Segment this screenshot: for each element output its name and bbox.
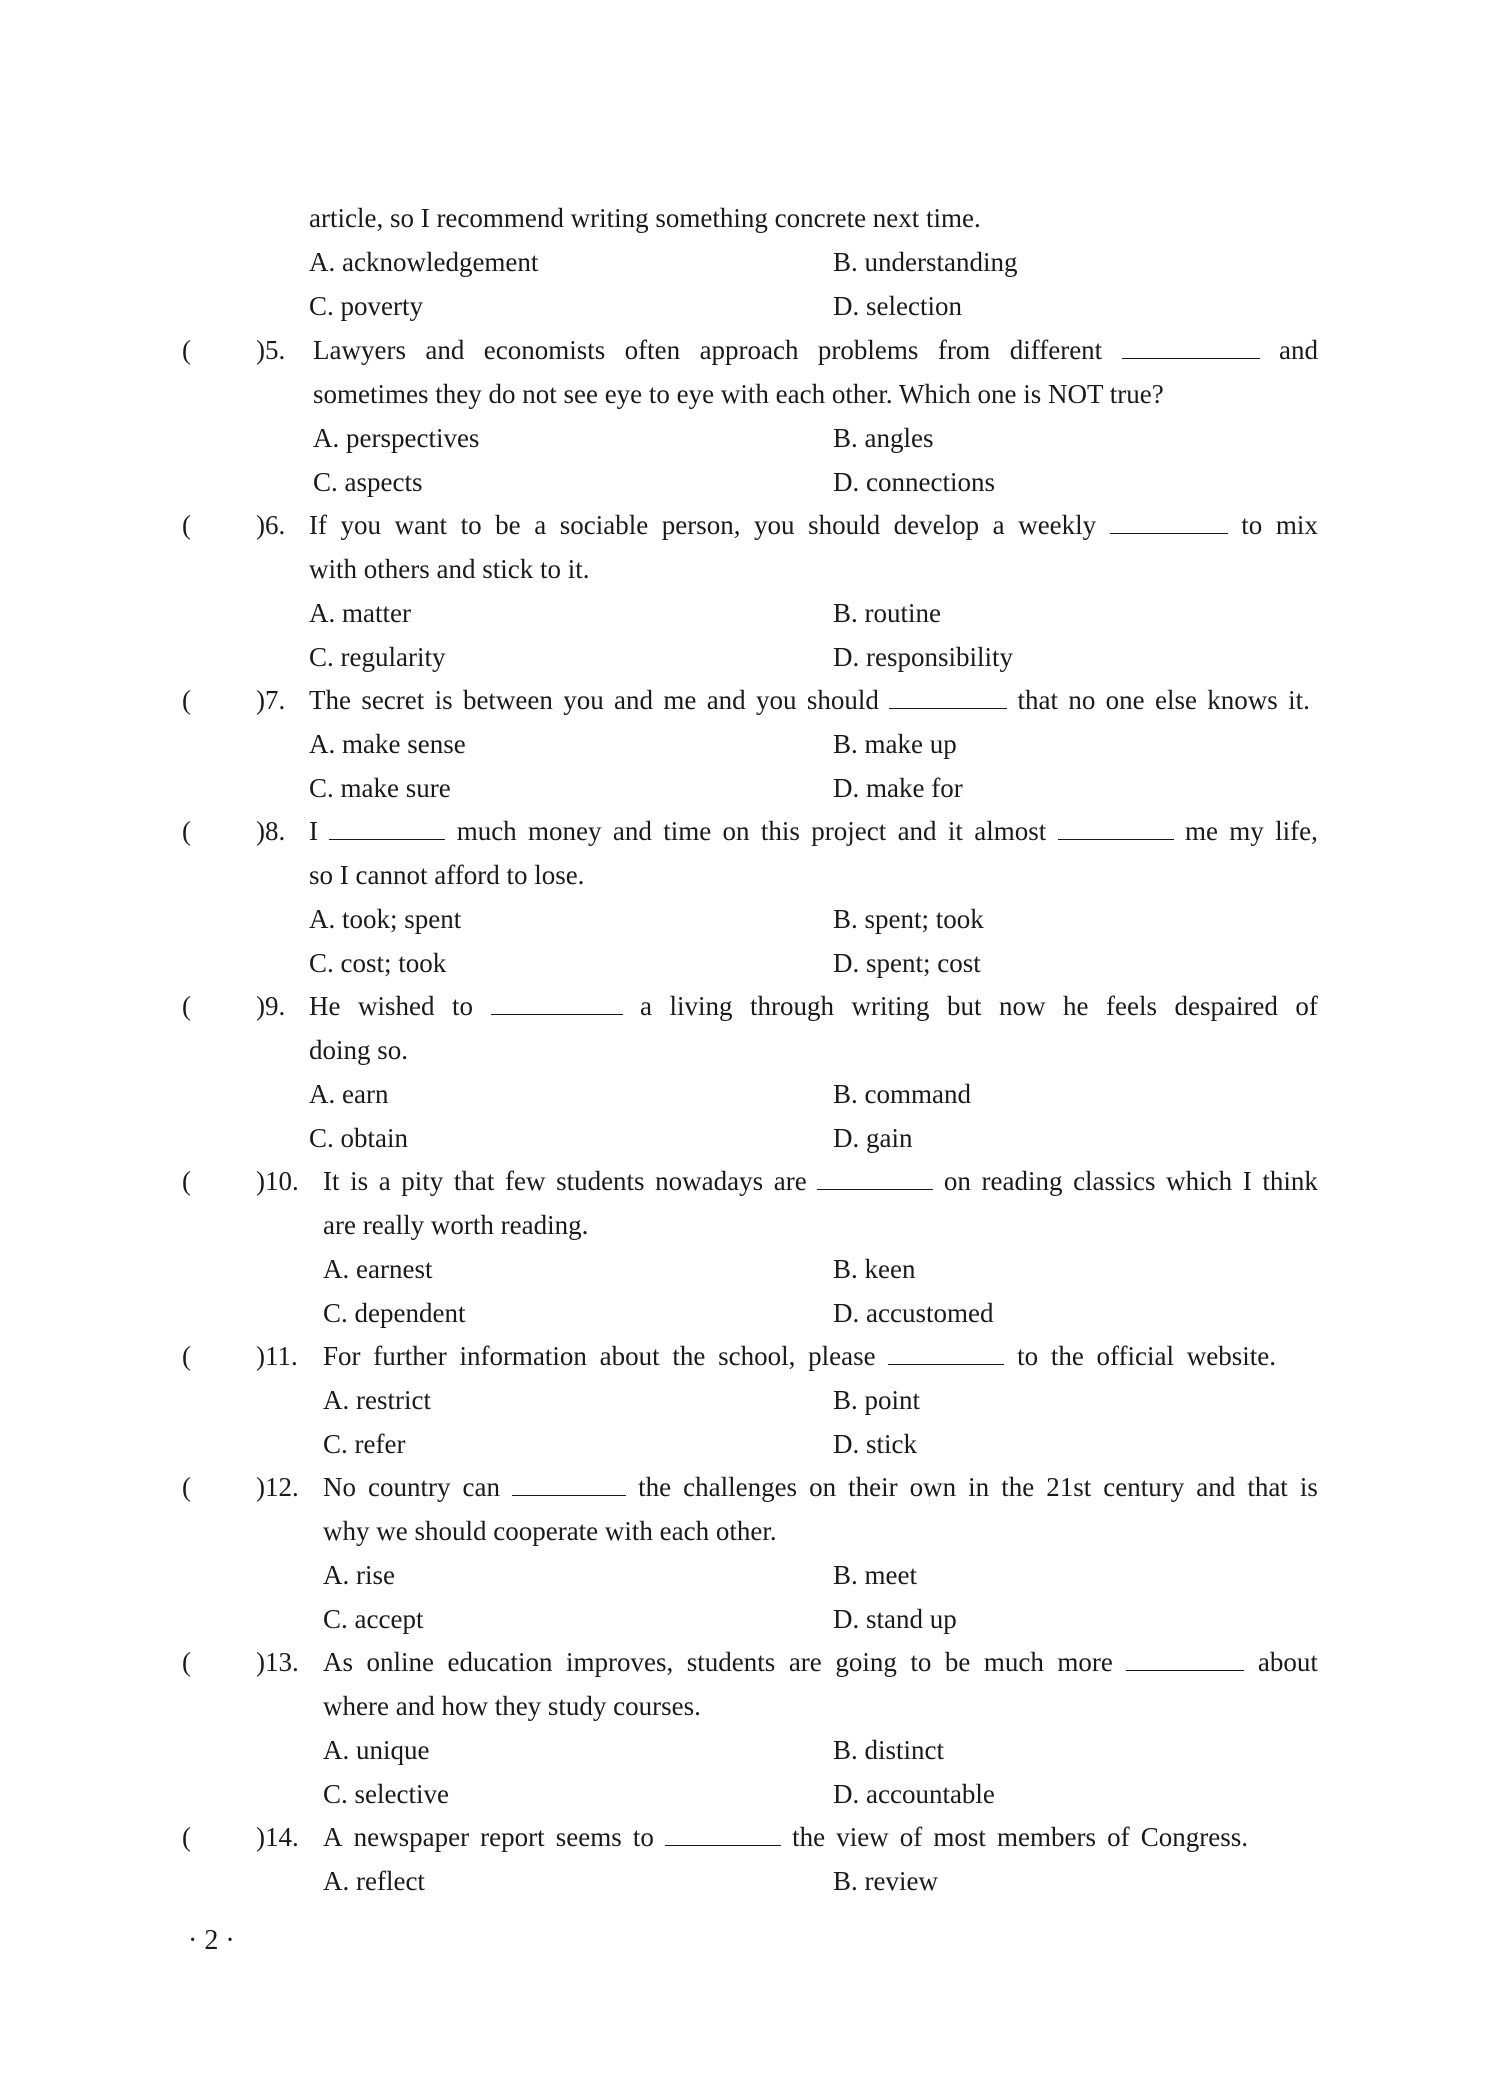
- option-a: A. earn: [309, 1079, 389, 1109]
- stem-word: often: [624, 335, 681, 365]
- stem-word: but: [947, 991, 982, 1021]
- stem-word: different: [1009, 335, 1103, 365]
- stem-word: the: [1050, 1341, 1084, 1371]
- answer-paren: (: [182, 1472, 191, 1502]
- stem-word: problems: [817, 335, 919, 365]
- stem-word: it.: [1288, 685, 1310, 715]
- stem-word: my: [1229, 816, 1264, 846]
- stem-word: students: [556, 1166, 645, 1196]
- stem-word: about: [1257, 1647, 1318, 1677]
- stem-word: that: [1247, 1472, 1288, 1502]
- stem-word: of: [1107, 1822, 1130, 1852]
- option-d: D. make for: [833, 773, 963, 803]
- continuation-text: article, so I recommend writing something concrete next time.: [309, 203, 981, 233]
- stem-word: and: [1279, 335, 1318, 365]
- option-c: C. dependent: [323, 1298, 466, 1328]
- answer-blank[interactable]: [1126, 1644, 1244, 1671]
- option-a: A. took; spent: [309, 904, 462, 934]
- answer-paren: (: [182, 816, 191, 846]
- stem-word: you: [563, 685, 604, 715]
- stem-word: develop: [893, 510, 980, 540]
- stem-word: of: [1295, 991, 1318, 1021]
- option-d: D. responsibility: [833, 642, 1013, 672]
- stem-word: money: [528, 816, 602, 846]
- stem-word: no: [1068, 685, 1096, 715]
- stem-word: person,: [661, 510, 741, 540]
- stem-word: from: [937, 335, 991, 365]
- answer-blank[interactable]: [817, 1163, 933, 1190]
- question-number: )13.: [256, 1647, 299, 1677]
- stem-word: to: [910, 1647, 932, 1677]
- answer-paren: (: [182, 335, 191, 365]
- stem-word: a: [640, 991, 652, 1021]
- stem-word: members: [997, 1822, 1096, 1852]
- stem-word: education: [447, 1647, 553, 1677]
- option-d: D. spent; cost: [833, 948, 981, 978]
- option-c: C. aspects: [313, 467, 423, 497]
- stem-word: to: [460, 510, 482, 540]
- stem-word: about: [599, 1341, 660, 1371]
- stem-word: secret: [361, 685, 425, 715]
- question-stem-continuation: so I cannot afford to lose.: [309, 860, 585, 890]
- stem-word: life,: [1275, 816, 1318, 846]
- stem-word: this: [760, 816, 800, 846]
- question-number: )6.: [256, 510, 286, 540]
- page-number: · 2 ·: [188, 1925, 235, 1956]
- stem-word: Congress.: [1140, 1822, 1248, 1852]
- answer-paren: (: [182, 1166, 191, 1196]
- stem-word: between: [462, 685, 553, 715]
- question-stem-line: [309, 984, 1318, 1028]
- stem-word: He: [309, 991, 341, 1021]
- option-a: A. matter: [309, 598, 411, 628]
- question-stem-line: [323, 1815, 1248, 1859]
- stem-word: official: [1096, 1341, 1175, 1371]
- question-stem-continuation: doing so.: [309, 1035, 409, 1065]
- stem-word: on: [809, 1472, 837, 1502]
- stem-word: is: [1299, 1472, 1318, 1502]
- stem-word: the: [672, 1341, 706, 1371]
- answer-blank[interactable]: [665, 1819, 781, 1846]
- stem-word: If: [309, 510, 327, 540]
- stem-word: that: [1017, 685, 1058, 715]
- stem-word: the: [638, 1472, 672, 1502]
- stem-word: school,: [718, 1341, 796, 1371]
- option-b: B. spent; took: [833, 904, 984, 934]
- stem-word: much: [983, 1647, 1044, 1677]
- stem-word: which: [1166, 1166, 1233, 1196]
- question-stem-line: [323, 1334, 1276, 1378]
- stem-word: students: [686, 1647, 776, 1677]
- stem-word: it: [947, 816, 963, 846]
- stem-word: should: [806, 685, 879, 715]
- stem-word: the: [1001, 1472, 1035, 1502]
- question-number: )5.: [256, 335, 286, 365]
- question-stem-line: [309, 678, 1310, 722]
- answer-paren: (: [182, 1647, 191, 1677]
- stem-word: now: [999, 991, 1046, 1021]
- stem-word: writing: [851, 991, 930, 1021]
- question-stem-line: [323, 1159, 1318, 1203]
- question-stem-line: [309, 809, 1318, 853]
- option-d: D. stick: [833, 1429, 917, 1459]
- question-number: )14.: [256, 1822, 299, 1852]
- stem-word: of: [899, 1822, 923, 1852]
- question-number: )10.: [256, 1166, 299, 1196]
- stem-word: approach: [699, 335, 799, 365]
- stem-word: to: [451, 991, 473, 1021]
- answer-paren: (: [182, 1341, 191, 1371]
- stem-word: you: [754, 510, 795, 540]
- stem-word: challenges: [683, 1472, 798, 1502]
- option-b: B. distinct: [833, 1735, 945, 1765]
- stem-word: sociable: [559, 510, 649, 540]
- option-c: C. accept: [323, 1604, 424, 1634]
- stem-word: he: [1063, 991, 1089, 1021]
- question-stem-line: [313, 328, 1318, 372]
- answer-paren: (: [182, 991, 191, 1021]
- option-a: A. perspectives: [313, 423, 480, 453]
- stem-word: online: [366, 1647, 435, 1677]
- stem-word: to: [632, 1822, 654, 1852]
- question-stem-line: [323, 1465, 1318, 1509]
- stem-word: and: [1196, 1472, 1236, 1502]
- stem-word: are: [788, 1647, 822, 1677]
- option-b: B. angles: [833, 423, 934, 453]
- stem-word: improves,: [566, 1647, 674, 1677]
- stem-word: you: [756, 685, 797, 715]
- stem-word: that: [453, 1166, 495, 1196]
- option-b: B. meet: [833, 1560, 917, 1590]
- stem-word: else: [1154, 685, 1197, 715]
- stem-word: As: [323, 1647, 354, 1677]
- option-b: B. point: [833, 1385, 921, 1415]
- stem-word: are: [773, 1166, 807, 1196]
- stem-word: on: [943, 1166, 971, 1196]
- stem-word: website.: [1186, 1341, 1276, 1371]
- stem-word: you: [340, 510, 382, 540]
- stem-word: view: [836, 1822, 889, 1852]
- question-stem-line: [323, 1640, 1318, 1684]
- stem-word: It: [323, 1166, 340, 1196]
- question-number: )12.: [256, 1472, 299, 1502]
- stem-word: a: [534, 510, 547, 540]
- option-a: A. rise: [323, 1560, 395, 1590]
- question-stem-line: [309, 503, 1318, 547]
- stem-word: a: [992, 510, 1005, 540]
- stem-word: I: [1242, 1166, 1252, 1196]
- stem-word: Lawyers: [313, 335, 406, 365]
- option-d: D. accountable: [833, 1779, 995, 1809]
- option-a: A. unique: [323, 1735, 430, 1765]
- stem-word: their: [848, 1472, 898, 1502]
- stem-word: is: [350, 1166, 369, 1196]
- stem-word: almost: [974, 816, 1047, 846]
- question-stem-continuation: sometimes they do not see eye to eye with each other. Which one is NOT true?: [313, 379, 1164, 409]
- stem-word: going: [835, 1647, 897, 1677]
- stem-word: be: [944, 1647, 971, 1677]
- stem-word: knows: [1207, 685, 1278, 715]
- option-a: A. earnest: [323, 1254, 433, 1284]
- stem-word: I: [309, 816, 318, 846]
- stem-word: me: [663, 685, 697, 715]
- question-stem-continuation: why we should cooperate with each other.: [323, 1516, 777, 1546]
- option-d: D. gain: [833, 1123, 913, 1153]
- stem-word: to: [1241, 510, 1263, 540]
- option-a: A. restrict: [323, 1385, 431, 1415]
- option-a: A. acknowledgement: [309, 247, 539, 277]
- stem-word: No: [323, 1472, 356, 1502]
- stem-word: For: [323, 1341, 361, 1371]
- answer-blank[interactable]: [491, 988, 623, 1015]
- stem-word: nowadays: [655, 1166, 764, 1196]
- stem-word: through: [750, 991, 834, 1021]
- stem-word: one: [1105, 685, 1145, 715]
- stem-word: should: [808, 510, 881, 540]
- option-d: D. stand up: [833, 1604, 957, 1634]
- stem-word: few: [504, 1166, 546, 1196]
- stem-word: newspaper: [353, 1822, 470, 1852]
- stem-word: The: [309, 685, 351, 715]
- stem-word: wished: [357, 991, 435, 1021]
- option-b: B. keen: [833, 1254, 916, 1284]
- option-c: C. obtain: [309, 1123, 408, 1153]
- stem-word: 21st: [1046, 1472, 1092, 1502]
- question-number: )8.: [256, 816, 286, 846]
- option-b: B. review: [833, 1866, 938, 1896]
- stem-word: despaired: [1174, 991, 1278, 1021]
- option-d: D. accustomed: [833, 1298, 994, 1328]
- stem-word: feels: [1106, 991, 1157, 1021]
- option-b: B. make up: [833, 729, 957, 759]
- question-stem-continuation: with others and stick to it.: [309, 554, 590, 584]
- option-c: C. poverty: [309, 291, 423, 321]
- answer-blank[interactable]: [1110, 507, 1228, 534]
- stem-word: and: [612, 816, 652, 846]
- answer-paren: (: [182, 1822, 191, 1852]
- stem-word: is: [434, 685, 453, 715]
- question-number: )9.: [256, 991, 286, 1021]
- stem-word: me: [1184, 816, 1218, 846]
- stem-word: century: [1103, 1472, 1185, 1502]
- stem-word: and: [706, 685, 746, 715]
- stem-word: most: [933, 1822, 986, 1852]
- stem-word: a: [378, 1166, 391, 1196]
- answer-blank[interactable]: [512, 1469, 626, 1496]
- option-c: C. cost; took: [309, 948, 447, 978]
- stem-word: and: [897, 816, 937, 846]
- stem-word: think: [1262, 1166, 1318, 1196]
- stem-word: mix: [1275, 510, 1318, 540]
- stem-word: want: [394, 510, 448, 540]
- question-stem-continuation: are really worth reading.: [323, 1210, 589, 1240]
- option-c: C. refer: [323, 1429, 406, 1459]
- stem-word: time: [663, 816, 712, 846]
- stem-word: own: [909, 1472, 957, 1502]
- option-a: A. reflect: [323, 1866, 425, 1896]
- answer-blank[interactable]: [329, 813, 445, 840]
- option-d: D. selection: [833, 291, 962, 321]
- option-b: B. command: [833, 1079, 971, 1109]
- stem-word: seems: [555, 1822, 622, 1852]
- option-c: C. regularity: [309, 642, 446, 672]
- stem-word: further: [373, 1341, 447, 1371]
- option-b: B. routine: [833, 598, 941, 628]
- option-d: D. connections: [833, 467, 995, 497]
- stem-word: project: [811, 816, 887, 846]
- stem-word: more: [1057, 1647, 1113, 1677]
- answer-paren: (: [182, 685, 191, 715]
- stem-word: country: [368, 1472, 451, 1502]
- option-b: B. understanding: [833, 247, 1018, 277]
- question-number: )7.: [256, 685, 286, 715]
- answer-blank[interactable]: [889, 682, 1007, 709]
- stem-word: and: [614, 685, 654, 715]
- stem-word: be: [495, 510, 521, 540]
- stem-word: please: [808, 1341, 876, 1371]
- stem-word: information: [459, 1341, 587, 1371]
- option-a: A. make sense: [309, 729, 466, 759]
- stem-word: to: [1017, 1341, 1039, 1371]
- question-number: )11.: [256, 1341, 298, 1371]
- stem-word: report: [480, 1822, 545, 1852]
- answer-blank[interactable]: [1058, 813, 1174, 840]
- stem-word: the: [792, 1822, 826, 1852]
- answer-blank[interactable]: [1122, 332, 1260, 359]
- option-c: C. make sure: [309, 773, 451, 803]
- stem-word: living: [669, 991, 733, 1021]
- stem-word: can: [462, 1472, 501, 1502]
- option-c: C. selective: [323, 1779, 449, 1809]
- stem-word: classics: [1073, 1166, 1156, 1196]
- stem-word: reading: [981, 1166, 1063, 1196]
- question-stem-continuation: where and how they study courses.: [323, 1691, 701, 1721]
- stem-word: A: [323, 1822, 343, 1852]
- stem-word: much: [456, 816, 517, 846]
- stem-word: on: [722, 816, 750, 846]
- stem-word: weekly: [1018, 510, 1097, 540]
- answer-paren: (: [182, 510, 191, 540]
- stem-word: and: [425, 335, 465, 365]
- stem-word: economists: [483, 335, 606, 365]
- stem-word: pity: [401, 1166, 444, 1196]
- answer-blank[interactable]: [888, 1338, 1004, 1365]
- stem-word: in: [968, 1472, 990, 1502]
